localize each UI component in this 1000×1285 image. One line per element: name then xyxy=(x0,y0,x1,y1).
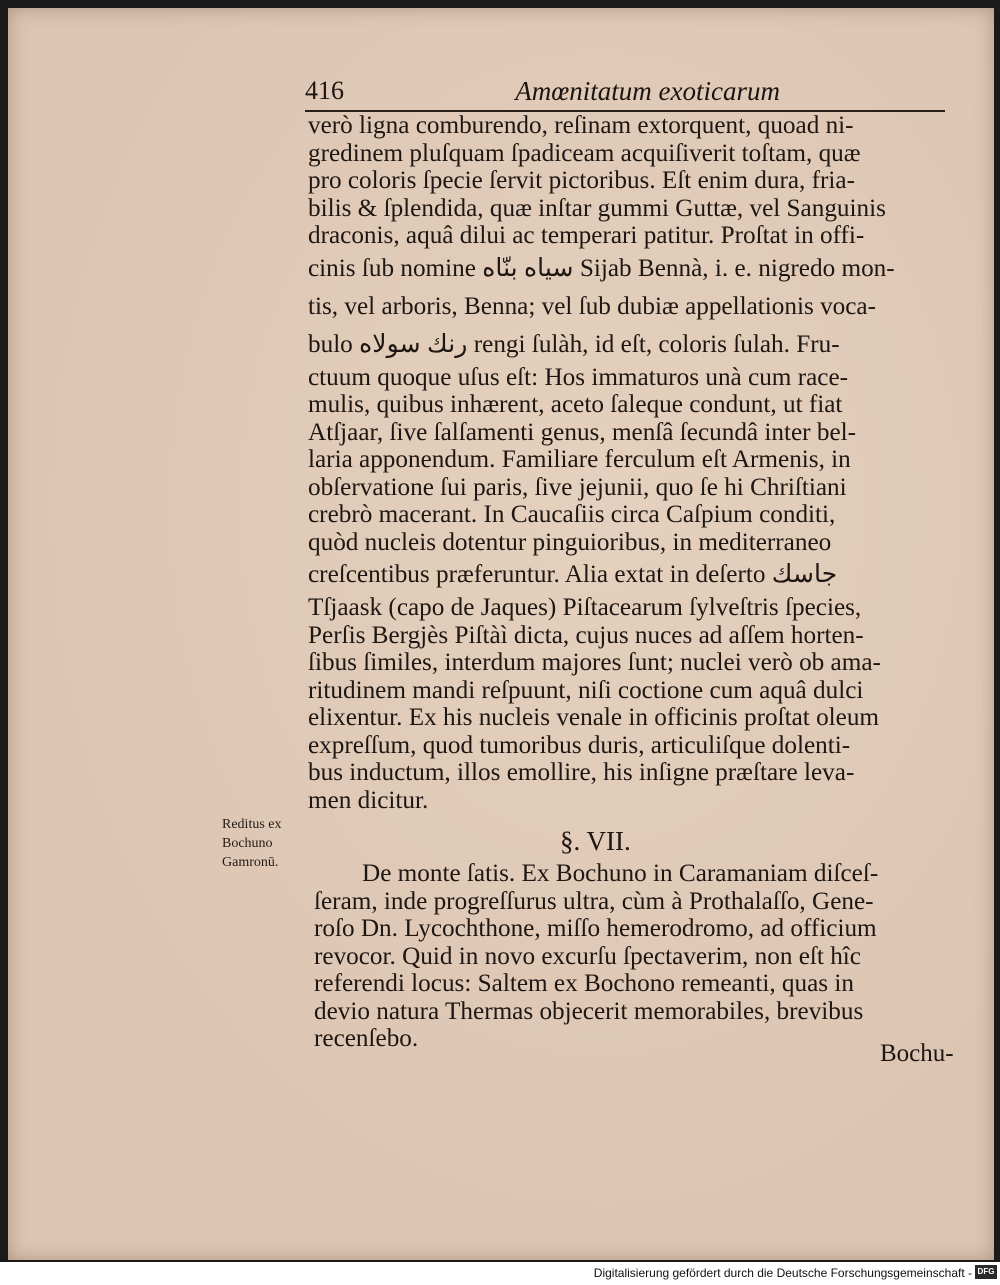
text-line: revocor. Quid in novo excurſu ſpectaverim, non eſt hîc xyxy=(314,942,861,970)
dfg-logo: DFG xyxy=(975,1265,997,1279)
marginal-note xyxy=(222,815,312,872)
text-line: quòd nucleis dotentur pinguioribus, in mediterraneo xyxy=(308,528,832,556)
text-line: cinis ſub nomine سياه بنّاه Sijab Bennà, i. e. nigredo mon- xyxy=(308,254,895,282)
catchword: Bochu- xyxy=(880,1040,954,1067)
marginal-note-line: Gamronū. xyxy=(222,855,279,870)
text-line: bus inductum, illos emollire, his inſigne præſtare leva- xyxy=(308,759,855,786)
text-line: Tſjaask (capo de Jaques) Piſtacearum ſylveſtris ſpecies, xyxy=(308,594,862,621)
section-heading: §. VII. xyxy=(560,826,631,856)
text-line: verò ligna comburendo, reſinam extorquent, quoad ni- xyxy=(308,112,854,139)
text-line: bulo رنك سولاه rengi ſulàh, id eſt, coloris ſulah. Fru- xyxy=(308,330,840,358)
marginal-note-line: Bochuno xyxy=(222,836,273,851)
footer-bar xyxy=(0,1262,1000,1285)
text-line: tis, vel arboris, Benna; vel ſub dubiæ appellationis voca- xyxy=(308,292,876,320)
text-line: draconis, aquâ dilui ac temperari patitur. Proſtat in offi- xyxy=(308,222,865,249)
text-line: De monte ſatis. Ex Bochuno in Caramaniam diſceſ- xyxy=(362,860,879,887)
text-line: ritudinem mandi reſpuunt, niſi coctione cum aquâ dulci xyxy=(308,676,864,704)
page-number: 416 xyxy=(305,76,344,105)
text-line: obſervatione ſui paris, ſive jejunii, quo ſe hi Chriſtiani xyxy=(308,473,847,501)
text-line: pro coloris ſpecie ſervit pictoribus. Eſt enim dura, fria- xyxy=(308,167,855,194)
main-paragraph xyxy=(308,112,958,814)
text-line: Perſis Bergjès Piſtàì dicta, cujus nuces ad aſſem horten- xyxy=(308,621,864,649)
text-line: elixentur. Ex his nucleis venale in officinis proſtat oleum xyxy=(308,704,880,731)
text-line: ſibus ſimiles, interdum majores ſunt; nuclei verò ob ama- xyxy=(308,649,881,676)
text-line: expreſſum, quod tumoribus duris, articuliſque dolenti- xyxy=(308,731,851,759)
text-line: Atſjaar, ſive ſalſamenti genus, menſâ ſecundâ inter bel- xyxy=(308,418,857,446)
text-line: laria apponendum. Familiare ferculum eſt Armenis, in xyxy=(308,446,851,473)
text-line: recenſebo. xyxy=(314,1025,419,1052)
page-header xyxy=(305,74,945,110)
running-title: Amœnitatum exoticarum xyxy=(515,76,780,106)
funding-notice: Digitalisierung gefördert durch die Deutsche Forschungsgemeinschaft - xyxy=(593,1266,972,1280)
text-line: gredinem pluſquam ſpadiceam acquiſiverit toſtam, quæ xyxy=(308,139,861,167)
text-line: creſcentibus præferuntur. Alia extat in deſerto جاسك xyxy=(308,561,838,588)
section-paragraph xyxy=(314,860,964,1053)
text-line: bilis & ſplendida, quæ inſtar gummi Guttæ, vel Sanguinis xyxy=(308,194,886,222)
text-line: devio natura Thermas objecerit memorabiles, brevibus xyxy=(314,997,864,1025)
text-line: crebrò macerant. In Caucaſiis circa Caſpium conditi, xyxy=(308,501,836,528)
text-line: referendi locus: Saltem ex Bochono remeanti, quas in xyxy=(314,970,854,997)
text-line: ctuum quoque uſus eſt: Hos immaturos unà cum race- xyxy=(308,363,849,391)
text-line: men dicitur. xyxy=(308,786,429,814)
marginal-note-line: Reditus ex xyxy=(222,817,282,832)
text-line: mulis, quibus inhærent, aceto ſaleque condunt, ut fiat xyxy=(308,391,843,418)
text-line: roſo Dn. Lycochthone, miſſo hemerodromo, ad officium xyxy=(314,915,877,942)
text-line: ſeram, inde progreſſurus ultra, cùm à Prothalaſſo, Gene- xyxy=(314,887,874,915)
